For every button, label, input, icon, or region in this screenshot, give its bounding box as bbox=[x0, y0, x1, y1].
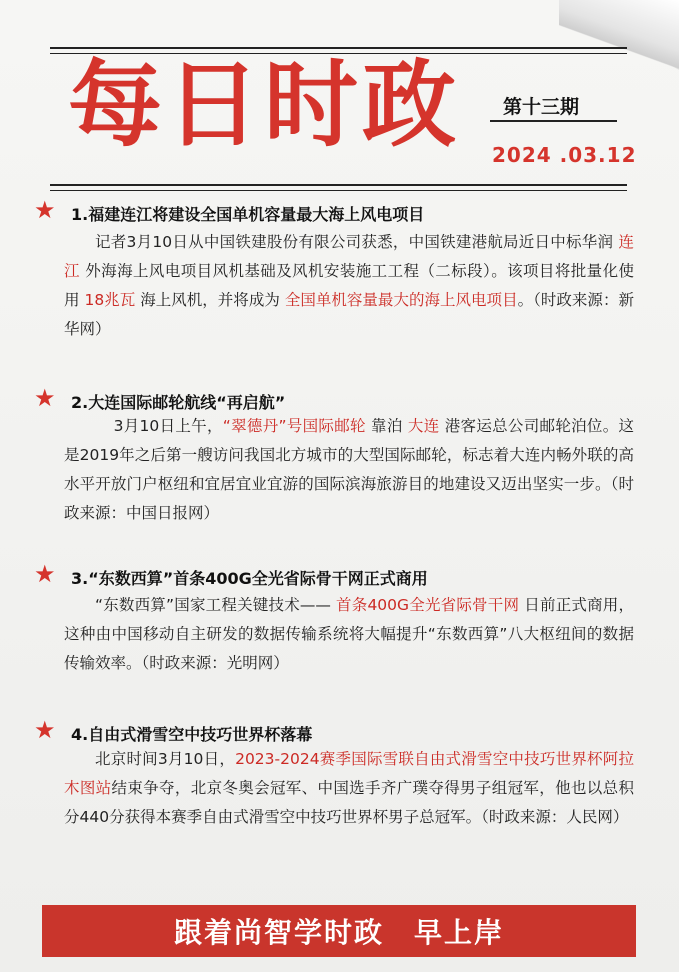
highlight-text: 18兆瓦 bbox=[84, 291, 136, 309]
star-icon: ★ bbox=[34, 196, 56, 224]
header-bottom-rule-thin bbox=[50, 190, 627, 191]
star-icon: ★ bbox=[34, 384, 56, 412]
body-text: 日前正式商用，这种由中国移动自主研发的数据传输系统将大幅提升“东数西算”八大枢纽间的数据传输效率。（时政来源：光明网） bbox=[64, 596, 634, 672]
news-heading: 1.福建连江将建设全国单机容量最大海上风电项目 bbox=[71, 205, 425, 224]
news-body bbox=[64, 591, 634, 678]
header-bottom-rule bbox=[50, 184, 627, 186]
star-icon: ★ bbox=[34, 716, 56, 744]
highlight-text: 2023-2024赛季国际雪联自由式滑雪空中技巧世界杯阿拉木图站 bbox=[64, 750, 634, 797]
body-text: 记者3月10日从中国铁建股份有限公司获悉，中国铁建港航局近日中标华润 bbox=[95, 233, 619, 251]
highlight-text: “翠德丹”号国际邮轮 bbox=[222, 417, 366, 435]
news-heading: 2.大连国际邮轮航线“再启航” bbox=[71, 393, 286, 412]
page-curl-corner bbox=[559, 0, 679, 70]
body-text: 。（时政来源：新华网） bbox=[64, 291, 634, 338]
body-text: 北京时间3月10日， bbox=[95, 750, 236, 768]
news-body bbox=[64, 412, 634, 528]
body-text: 结束争夺，北京冬奥会冠军、中国选手齐广璞夺得男子组冠军，他也以总积分440分获得本赛季自由式滑雪空中技巧世界杯男子总冠军。（时政来源：人民网） bbox=[64, 779, 634, 826]
highlight-text: 连江 bbox=[64, 233, 634, 280]
footer-slogan-left: 跟着尚智学时政 bbox=[173, 916, 384, 949]
issue-underline bbox=[490, 120, 617, 122]
top-rule bbox=[50, 47, 627, 49]
issue-date: 2024 .03.12 bbox=[492, 143, 637, 167]
footer-slogan-right: 早上岸 bbox=[414, 916, 505, 949]
body-text: 海上风机，并将成为 bbox=[135, 291, 285, 309]
news-heading: 3.“东数西算”首条400G全光省际骨干网正式商用 bbox=[71, 569, 428, 588]
issue-number: 第十三期 bbox=[503, 96, 580, 118]
news-body bbox=[64, 228, 634, 344]
highlight-text: 全国单机容量最大的海上风电项目 bbox=[284, 291, 518, 309]
star-icon: ★ bbox=[34, 560, 56, 588]
highlight-text: 大连 bbox=[407, 417, 440, 435]
body-text: 靠泊 bbox=[365, 417, 408, 435]
body-text: 港客运总公司邮轮泊位。这是2019年之后第一艘访问我国北方城市的大型国际邮轮，标志着大连内畅外联的高水平开放门户枢纽和宜居宜业宜游的国际滨海旅游目的地建设又迈出坚实一步。（时政来源：中国日报网） bbox=[64, 417, 635, 522]
footer-banner bbox=[42, 905, 636, 957]
page-title: 每日时政 bbox=[68, 51, 461, 160]
news-heading: 4.自由式滑雪空中技巧世界杯落幕 bbox=[71, 725, 313, 744]
highlight-text: 首条400G全光省际骨干网 bbox=[330, 596, 520, 614]
body-text: 3月10日上午， bbox=[113, 417, 223, 435]
news-body bbox=[64, 745, 634, 832]
body-text: “东数西算”国家工程关键技术—— bbox=[95, 596, 331, 614]
body-text: 外海海上风电项目风机基础及风机安装施工工程（二标段）。该项目将批量化使用 bbox=[64, 262, 634, 309]
